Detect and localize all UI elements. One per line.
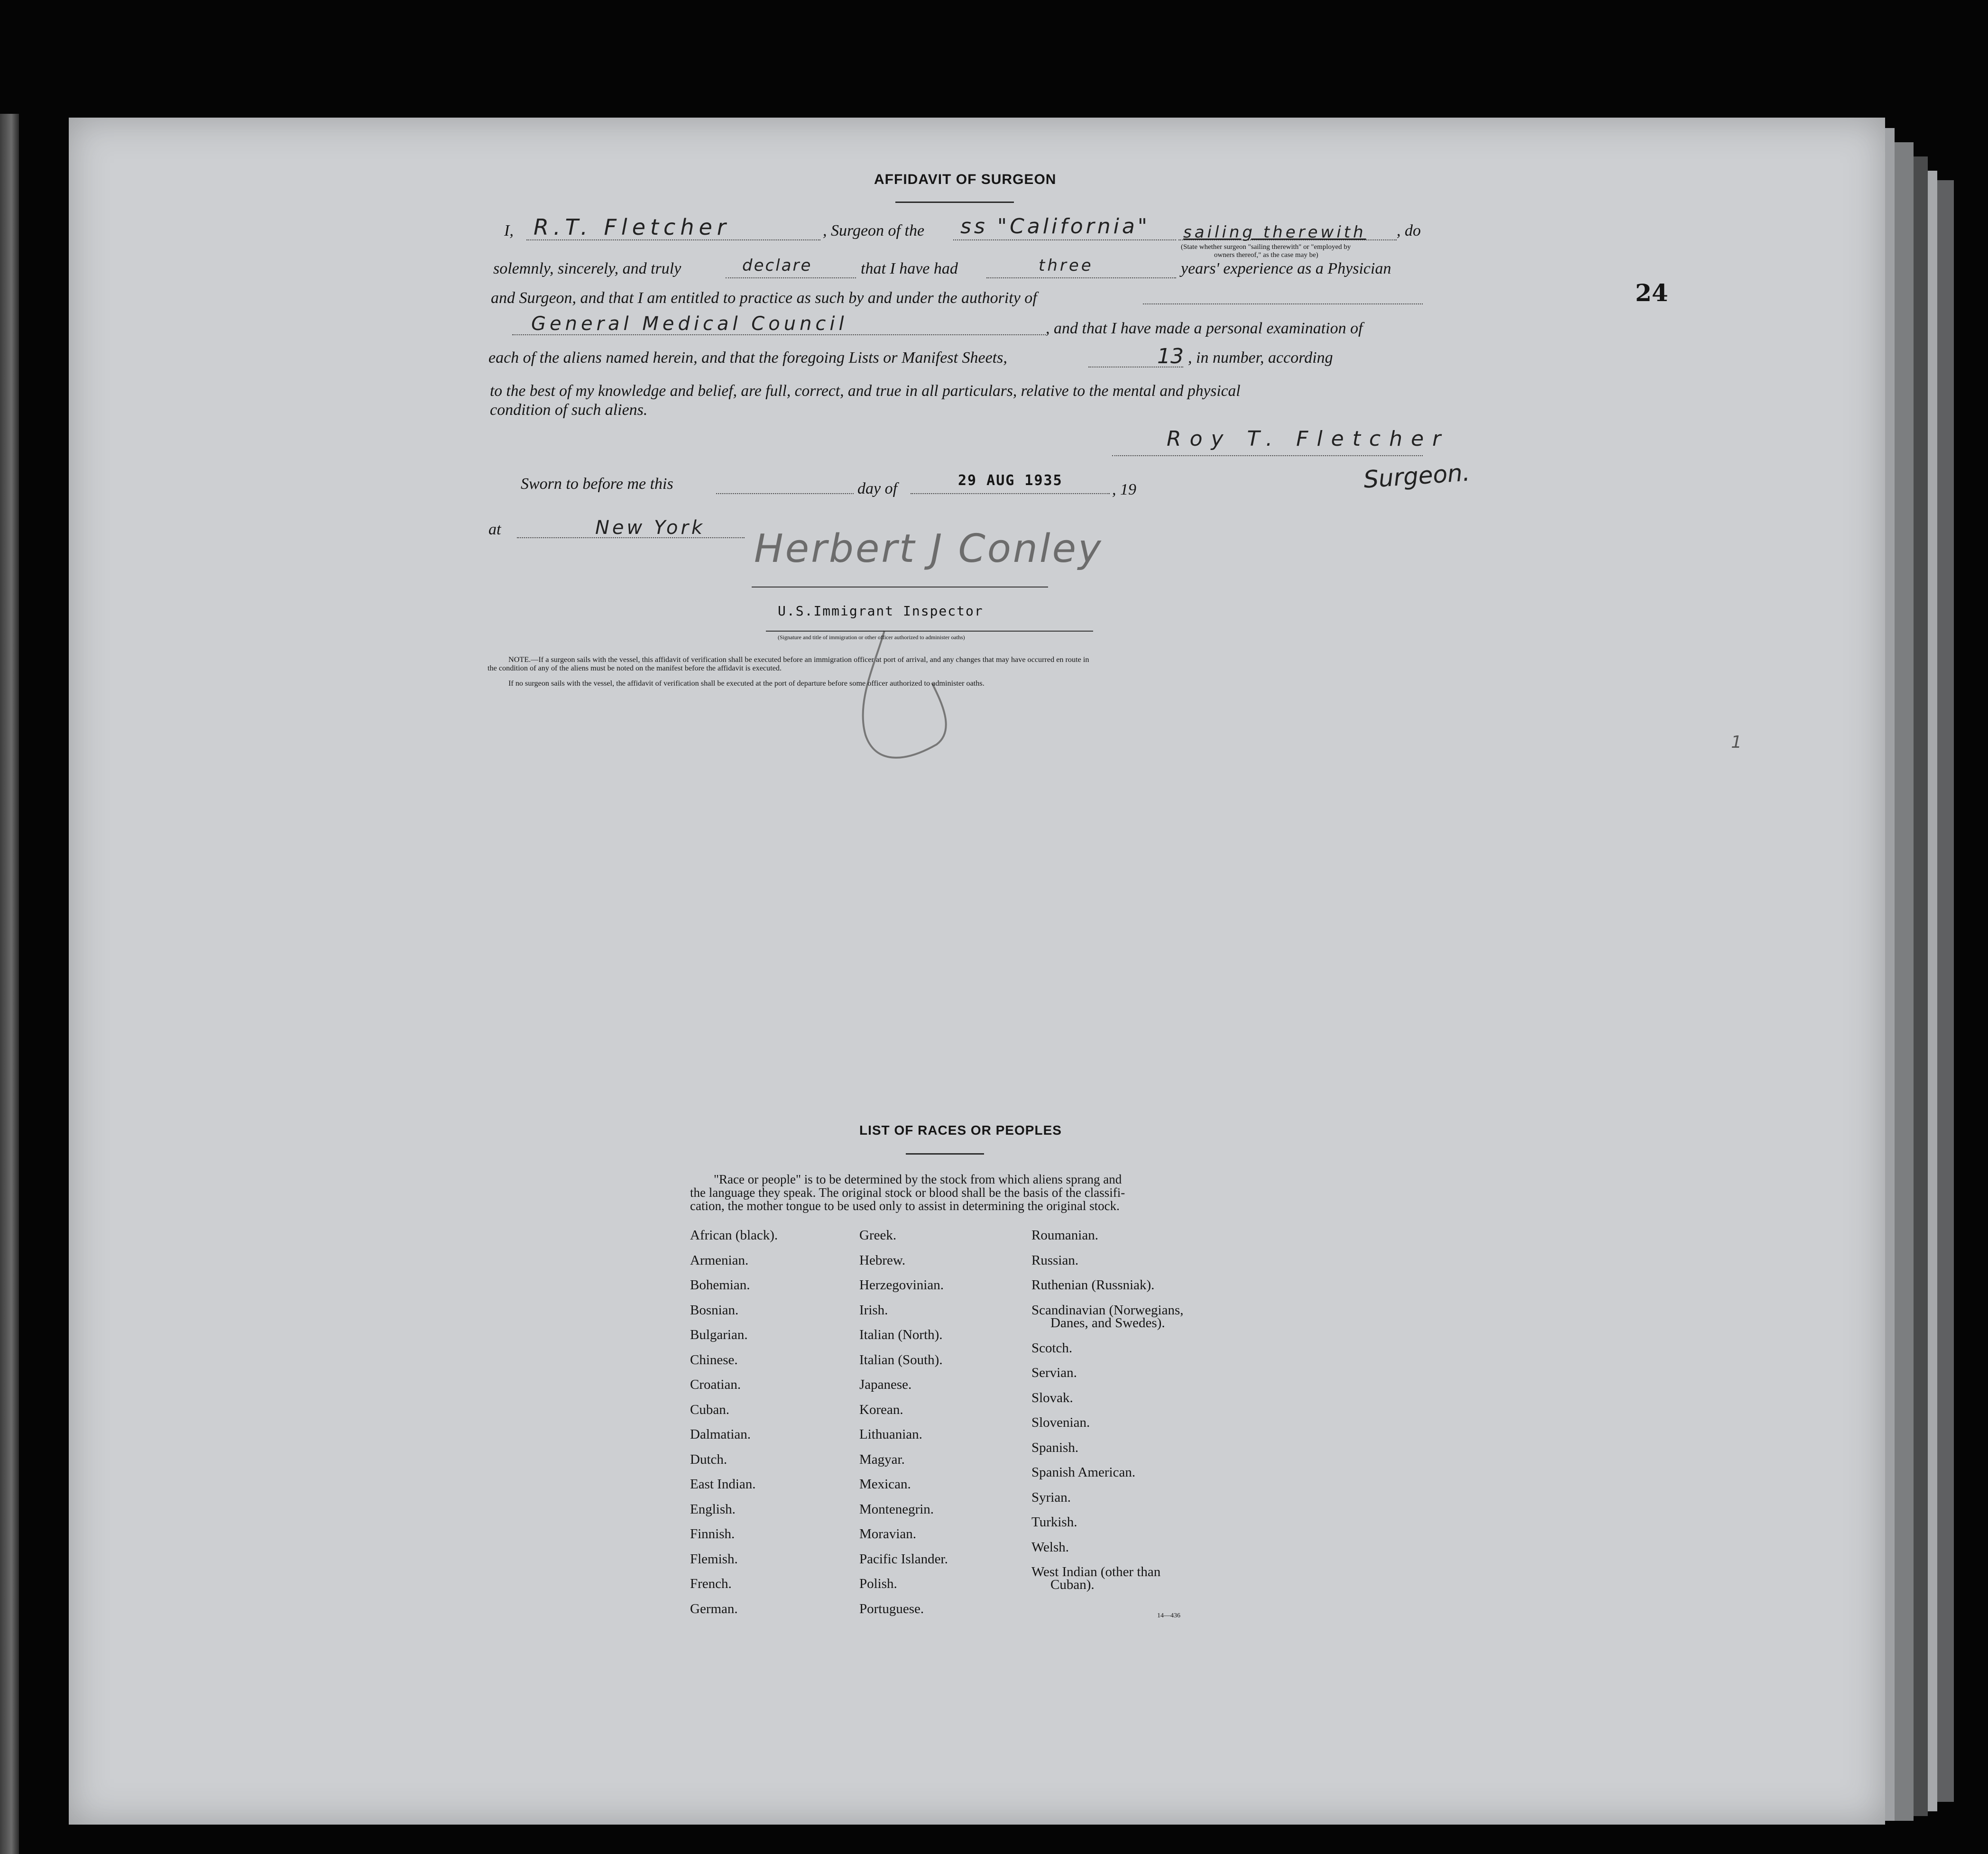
race-item-line: Slovak. [1031, 1390, 1073, 1405]
race-item: Polish. [859, 1576, 897, 1591]
race-item: Montenegrin. [859, 1501, 934, 1517]
race-item-line: Spanish American. [1031, 1465, 1136, 1480]
sworn-day-line [716, 493, 854, 494]
race-item: Flemish. [690, 1551, 738, 1567]
line1-suffix: , do [1397, 222, 1421, 239]
signature-line [1112, 455, 1423, 456]
line6: to the best of my knowledge and belief, are full, correct, and true in all particulars, relative to the mental and physical [490, 382, 1241, 400]
affidavit-title: AFFIDAVIT OF SURGEON [874, 172, 1057, 187]
races-intro-line-2: the language they speak. The original stock or blood shall be the basis of the classifi- [690, 1185, 1125, 1200]
race-item [1031, 1465, 1135, 1479]
races-title-rule [906, 1153, 984, 1155]
sworn-date-line [911, 493, 1110, 494]
sailing-status: sailing therewith [1183, 223, 1366, 242]
race-item [1031, 1565, 1160, 1592]
authority-value: General Medical Council [531, 313, 848, 335]
race-item: English. [690, 1501, 736, 1517]
race-item-line: Syrian. [1031, 1489, 1071, 1505]
race-item: Mexican. [859, 1477, 911, 1492]
officer-title: U.S.Immigrant Inspector [778, 603, 984, 619]
race-item: Chinese. [690, 1352, 738, 1368]
race-item: Herzegovinian. [859, 1277, 944, 1293]
place-value: New York [595, 517, 706, 539]
race-item [1031, 1278, 1154, 1292]
page-stack-edge [1914, 156, 1928, 1816]
sheet-count: 13 [1157, 344, 1184, 368]
officer-signature: Herbert J Conley [754, 526, 1103, 571]
line5-prefix: each of the aliens named herein, and that the foregoing Lists or Manifest Sheets, [488, 349, 1007, 367]
form-number: 14—436 [1157, 1612, 1180, 1619]
years-field-line [986, 277, 1176, 278]
declare-value: declare [742, 256, 812, 275]
race-item: East Indian. [690, 1477, 756, 1492]
race-item [1031, 1415, 1090, 1430]
race-item [1031, 1391, 1073, 1405]
line2-suffix: years' experience as a Physician [1181, 260, 1391, 277]
surgeon-label: Surgeon. [1362, 459, 1471, 494]
race-item-line: Turkish. [1031, 1514, 1077, 1530]
line3: and Surgeon, and that I am entitled to practice as such by and under the authority of [491, 289, 1037, 307]
sworn-prefix: Sworn to before me this [521, 475, 673, 493]
sailing-note-1: (State whether surgeon "sailing therewith" or "employed by [1181, 243, 1351, 251]
page-stack-edge [1937, 180, 1954, 1802]
surgeon-name: R.T. Fletcher [534, 214, 731, 240]
race-item [1031, 1366, 1077, 1380]
race-item [1031, 1540, 1069, 1554]
race-item: Pacific Islander. [859, 1551, 948, 1567]
race-item-line: Ruthenian (Russniak). [1031, 1277, 1155, 1293]
race-item: Dalmatian. [690, 1427, 751, 1442]
surgeon-of-the-text: , Surgeon of the [823, 222, 925, 239]
race-item-line: Servian. [1031, 1365, 1077, 1380]
authority-line-upper [1143, 303, 1423, 304]
race-item: Croatian. [690, 1377, 741, 1392]
line5-suffix: , in number, according [1188, 349, 1333, 367]
line1-prefix: I, [504, 222, 514, 239]
race-item-line: West Indian (other than [1031, 1564, 1161, 1579]
day-of-text: day of [857, 480, 898, 497]
page-stack-edge [1928, 171, 1937, 1811]
race-item: French. [690, 1576, 732, 1591]
race-item: Italian (North). [859, 1327, 943, 1342]
line2-middle: that I have had [861, 260, 958, 277]
race-item-line: Scandinavian (Norwegians, [1031, 1302, 1184, 1318]
page-stack-edge [1895, 142, 1914, 1821]
race-item: Korean. [859, 1402, 903, 1417]
page-number: 24 [1635, 279, 1668, 307]
races-column-2 [859, 1228, 1021, 1622]
declare-field-line [726, 277, 856, 278]
race-item [1031, 1490, 1071, 1505]
race-item: Hebrew. [859, 1252, 906, 1268]
race-item: African (black). [690, 1228, 778, 1243]
race-item: Bulgarian. [690, 1327, 748, 1342]
surgeon-signature: Roy T. Fletcher [1167, 427, 1450, 451]
officer-caption: (Signature and title of immigration or other officer authorized to administer oaths) [778, 634, 965, 641]
race-item-line-continued: Cuban). [1050, 1577, 1095, 1592]
line7: condition of such aliens. [490, 401, 648, 419]
race-item [1031, 1341, 1072, 1355]
race-item: Dutch. [690, 1451, 727, 1467]
race-item: Lithuanian. [859, 1427, 922, 1442]
race-item: Moravian. [859, 1526, 916, 1542]
race-item-line-continued: Danes, and Swedes). [1050, 1315, 1165, 1331]
races-column-3 [1031, 1228, 1231, 1622]
vessel-name: ss "California" [960, 214, 1150, 239]
race-item-line: Scotch. [1031, 1340, 1073, 1356]
race-item: Magyar. [859, 1451, 905, 1467]
race-item-line: Russian. [1031, 1252, 1079, 1268]
race-item [1031, 1303, 1184, 1330]
note-line-3: If no surgeon sails with the vessel, the affidavit of verification shall be executed at the port of departure before some officer authorized to administer oaths. [508, 679, 985, 688]
race-item: Bosnian. [690, 1302, 739, 1318]
race-item-line: Spanish. [1031, 1440, 1079, 1455]
race-item: Finnish. [690, 1526, 735, 1542]
note-line-1: NOTE.—If a surgeon sails with the vessel, this affidavit of verification shall be executed before an immigration officer at port of arrival, and any changes that may have occurred en route in [508, 655, 1089, 664]
race-item-line: Welsh. [1031, 1539, 1069, 1555]
race-item: Japanese. [859, 1377, 912, 1392]
vessel-field-line [953, 239, 1176, 240]
race-item: Italian (South). [859, 1352, 943, 1368]
races-intro-line-3: cation, the mother tongue to be used only to assist in determining the original stock. [690, 1199, 1120, 1213]
line2-prefix: solemnly, sincerely, and truly [493, 260, 681, 277]
margin-mark: 1 [1731, 733, 1742, 752]
race-item: Bohemian. [690, 1277, 750, 1293]
races-title: LIST OF RACES OR PEOPLES [859, 1123, 1062, 1138]
race-item [1031, 1515, 1077, 1529]
year-suffix: , 19 [1112, 481, 1136, 498]
adjacent-page-edge [0, 114, 19, 1854]
race-item: German. [690, 1601, 738, 1616]
race-item-line: Slovenian. [1031, 1415, 1090, 1430]
race-item-line: Roumanian. [1031, 1228, 1098, 1243]
race-item [1031, 1228, 1098, 1242]
race-item: Cuban. [690, 1402, 729, 1417]
note-line-2: the condition of any of the aliens must be noted on the manifest before the affidavit is executed. [488, 664, 782, 672]
race-item: Armenian. [690, 1252, 749, 1268]
at-label: at [488, 521, 501, 538]
race-item: Portuguese. [859, 1601, 924, 1616]
line4-suffix: , and that I have made a personal examination of [1046, 320, 1363, 337]
race-item [1031, 1441, 1078, 1455]
officer-caption-line [766, 631, 1093, 632]
race-item: Greek. [859, 1228, 897, 1243]
races-column-1 [690, 1228, 851, 1622]
sailing-note-2: owners thereof," as the case may be) [1214, 251, 1318, 259]
race-item [1031, 1253, 1078, 1267]
years-value: three [1039, 256, 1094, 275]
title-rule [895, 202, 1014, 203]
signature-flourish [847, 626, 965, 768]
race-item: Irish. [859, 1302, 888, 1318]
races-intro-line-1: "Race or people" is to be determined by the stock from which aliens sprang and [714, 1172, 1122, 1186]
sworn-date-stamp: 29 AUG 1935 [958, 472, 1063, 489]
